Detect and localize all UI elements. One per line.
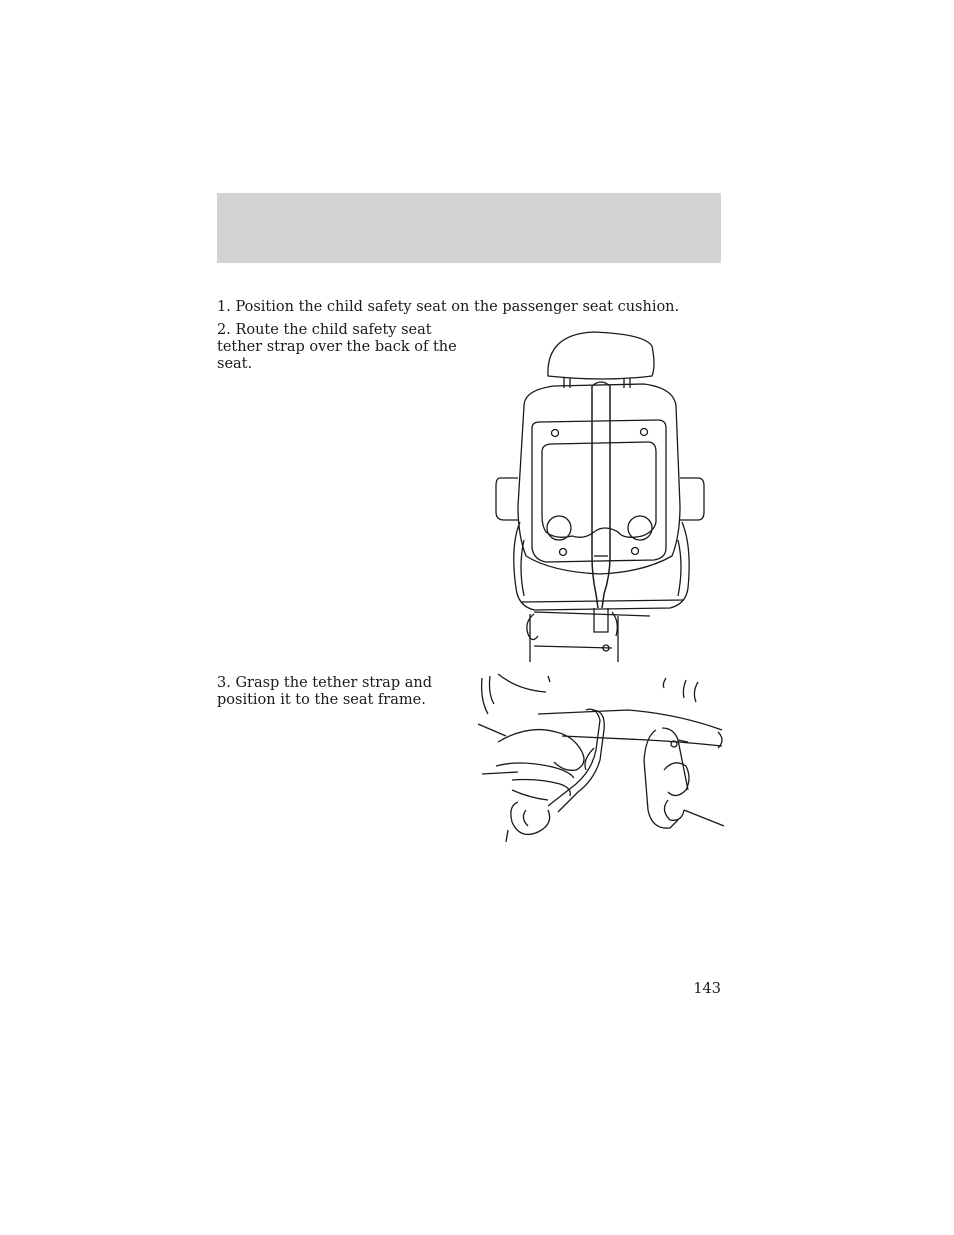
page-number: 143 <box>693 981 721 997</box>
seat-back-tether-illustration <box>494 326 710 664</box>
instruction-step-1: 1. Position the child safety seat on the passenger seat cushion. <box>217 299 680 315</box>
section-header-band <box>217 193 721 263</box>
instruction-step-3: 3. Grasp the tether strap and position it to the seat frame. <box>217 675 432 708</box>
instruction-step-2: 2. Route the child safety seat tether strap over the back of the seat. <box>217 322 457 372</box>
hand-tether-frame-illustration <box>478 670 724 844</box>
